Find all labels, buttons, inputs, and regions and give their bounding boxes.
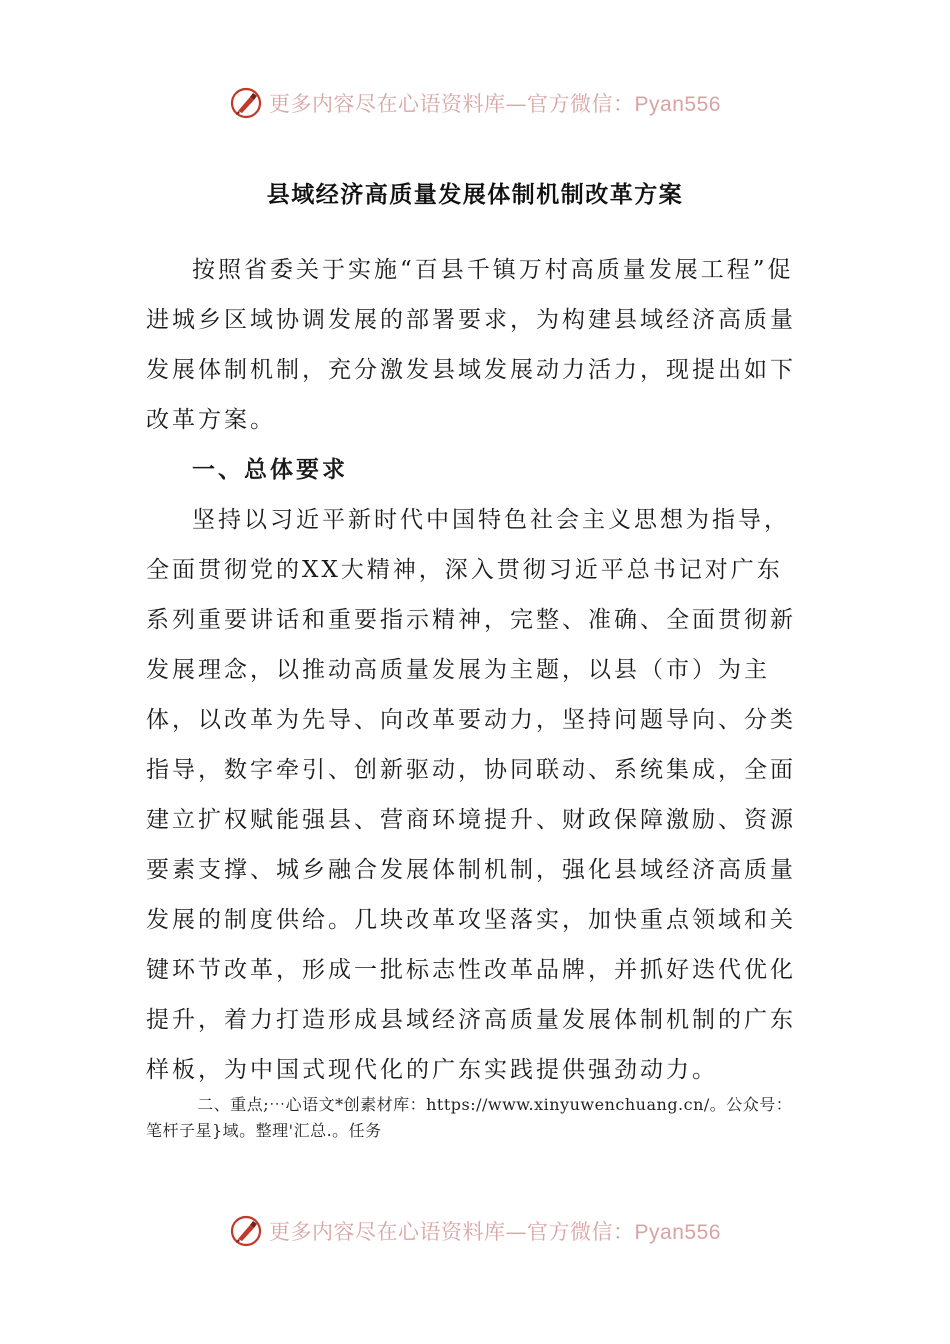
pen-seal-logo-icon: [229, 86, 263, 120]
watermark-wechat-id: Pyan556: [634, 1221, 721, 1244]
footer-watermark-banner: [0, 1206, 950, 1256]
pen-seal-logo-icon: [229, 1214, 263, 1248]
document-body: [146, 245, 796, 1095]
watermark-label: 更多内容尽在心语资料库—官方微信：: [269, 1220, 635, 1244]
watermark-label: 更多内容尽在心语资料库—官方微信：: [269, 92, 635, 116]
document-title: 县域经济高质量发展体制机制改革方案: [266, 182, 684, 208]
intro-paragraph: 按照省委关于实施“百县千镇万村高质量发展工程”促进城乡区域协调发展的部署要求，为构建县域经济高质量发展体制机制，充分激发县域发展动力活力，现提出如下改革方案。: [146, 257, 796, 433]
watermark-text: [269, 1216, 721, 1246]
footnote-text: 二、重点;⋯心语文*创素材库：https://www.xinyuwenchuang.cn/。公众号：笔杆子星}域。整理'汇总.。任务: [146, 1095, 793, 1140]
watermark-wechat-id: Pyan556: [634, 93, 721, 116]
watermark-text: [269, 88, 721, 118]
section-heading-general-requirements: 一、总体要求: [192, 457, 348, 483]
header-watermark-banner: [0, 78, 950, 128]
section-paragraph: 坚持以习近平新时代中国特色社会主义思想为指导，全面贯彻党的XX大精神，深入贯彻习近平总书记对广东系列重要讲话和重要指示精神，完整、准确、全面贯彻新发展理念，以推动高质量发展为主题，以县（市）为主体，以改革为先导、向改革要动力，坚持问题导向、分类指导，数字牵引、创新驱动，协同联动、系统集成，全面建立扩权赋能强县、营商环境提升、财政保障激励、资源要素支撑、城乡融合发展体制机制，强化县域经济高质量发展的制度供给。几块改革攻坚落实，加快重点领域和关键环节改革，形成一批标志性改革品牌，并抓好迭代优化提升，着力打造形成县域经济高质量发展体制机制的广东样板，为中国式现代化的广东实践提供强劲动力。: [146, 507, 796, 1083]
